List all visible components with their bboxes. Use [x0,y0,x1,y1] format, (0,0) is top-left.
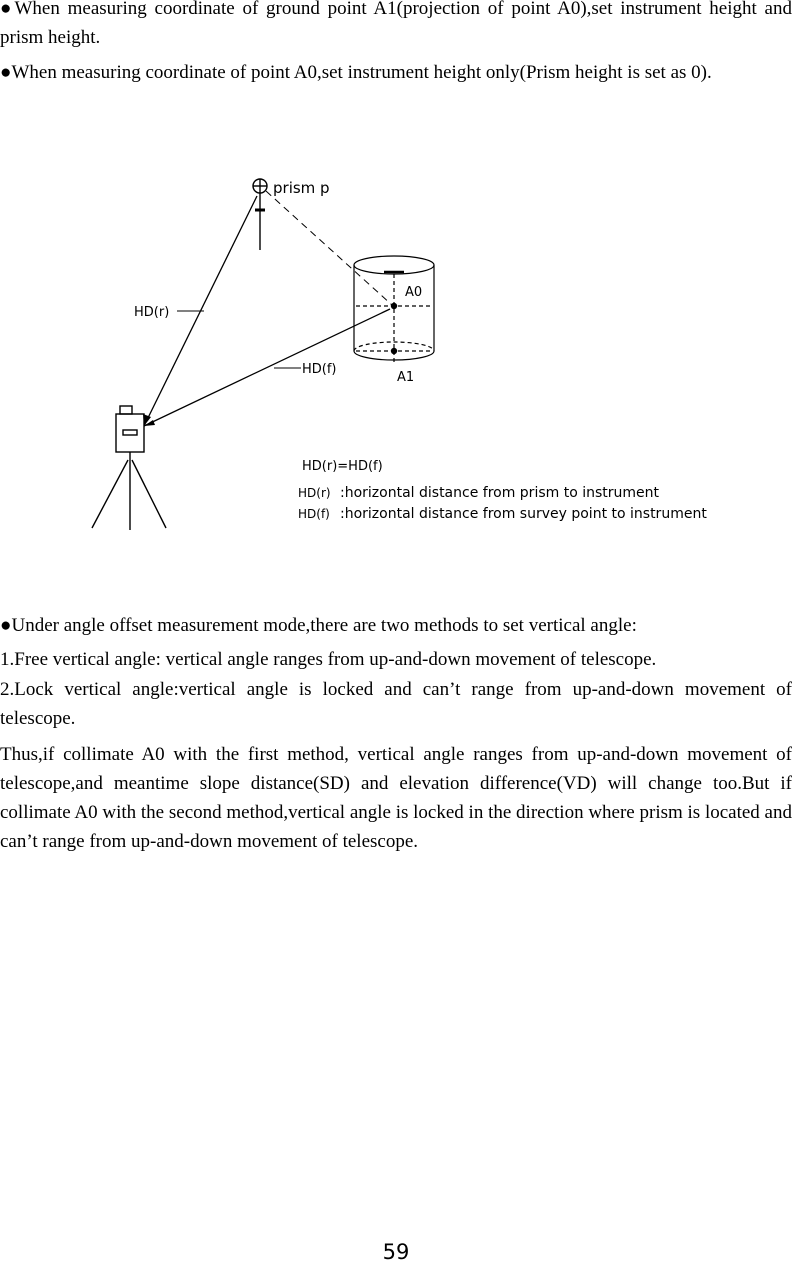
a1-label: A1 [397,370,415,385]
point-a0-marker [391,303,397,309]
hd-f-line [144,309,390,426]
legend-code-f: HD(f) [298,507,330,521]
prism-label: prism p [273,179,330,197]
paragraph-method-1: 1.Free vertical angle: vertical angle ranges from up-and-down movement of telescope. [0,649,657,670]
prism-icon [253,179,267,250]
prism-to-a0-dashed-line [266,191,392,305]
angle-offset-diagram [80,168,780,538]
paragraph-angle-offset: ●Under angle offset measurement mode,there are two methods to set vertical angle: [0,615,637,636]
legend-text-r: :horizontal distance from prism to instrument [340,485,660,501]
paragraph-ground-point: ●When measuring coordinate of ground point A1(projection of point A0),set instrument height and prism height. [0,0,792,48]
paragraph-thus: Thus,if collimate A0 with the first method, vertical angle ranges from up-and-down movement of telescope,and meantime slope distance(SD) and elevation difference(VD) will change too.But if collimate A0 with the second method,vertical angle is locked in the direction where prism is located and can’t range from up-and-down movement of telescope. [0,744,792,852]
legend [298,485,707,522]
legend-code-r: HD(r) [298,486,331,500]
hd-equation: HD(r)=HD(f) [302,459,383,474]
paragraph-method-2: 2.Lock vertical angle:vertical angle is locked and can’t range from up-and-down movement of telescope. [0,679,792,729]
paragraph-point-a0: ●When measuring coordinate of point A0,set instrument height only(Prism height is set as 0). [0,62,712,83]
target-cylinder [354,256,434,364]
hd-f-label: HD(f) [302,362,337,377]
hd-r-label: HD(r) [134,305,170,320]
a0-label: A0 [405,285,423,300]
point-a1-marker [391,348,397,354]
legend-text-f: :horizontal distance from survey point to instrument [340,506,707,522]
page-number: 59 [382,1240,410,1264]
total-station-icon [92,406,166,530]
